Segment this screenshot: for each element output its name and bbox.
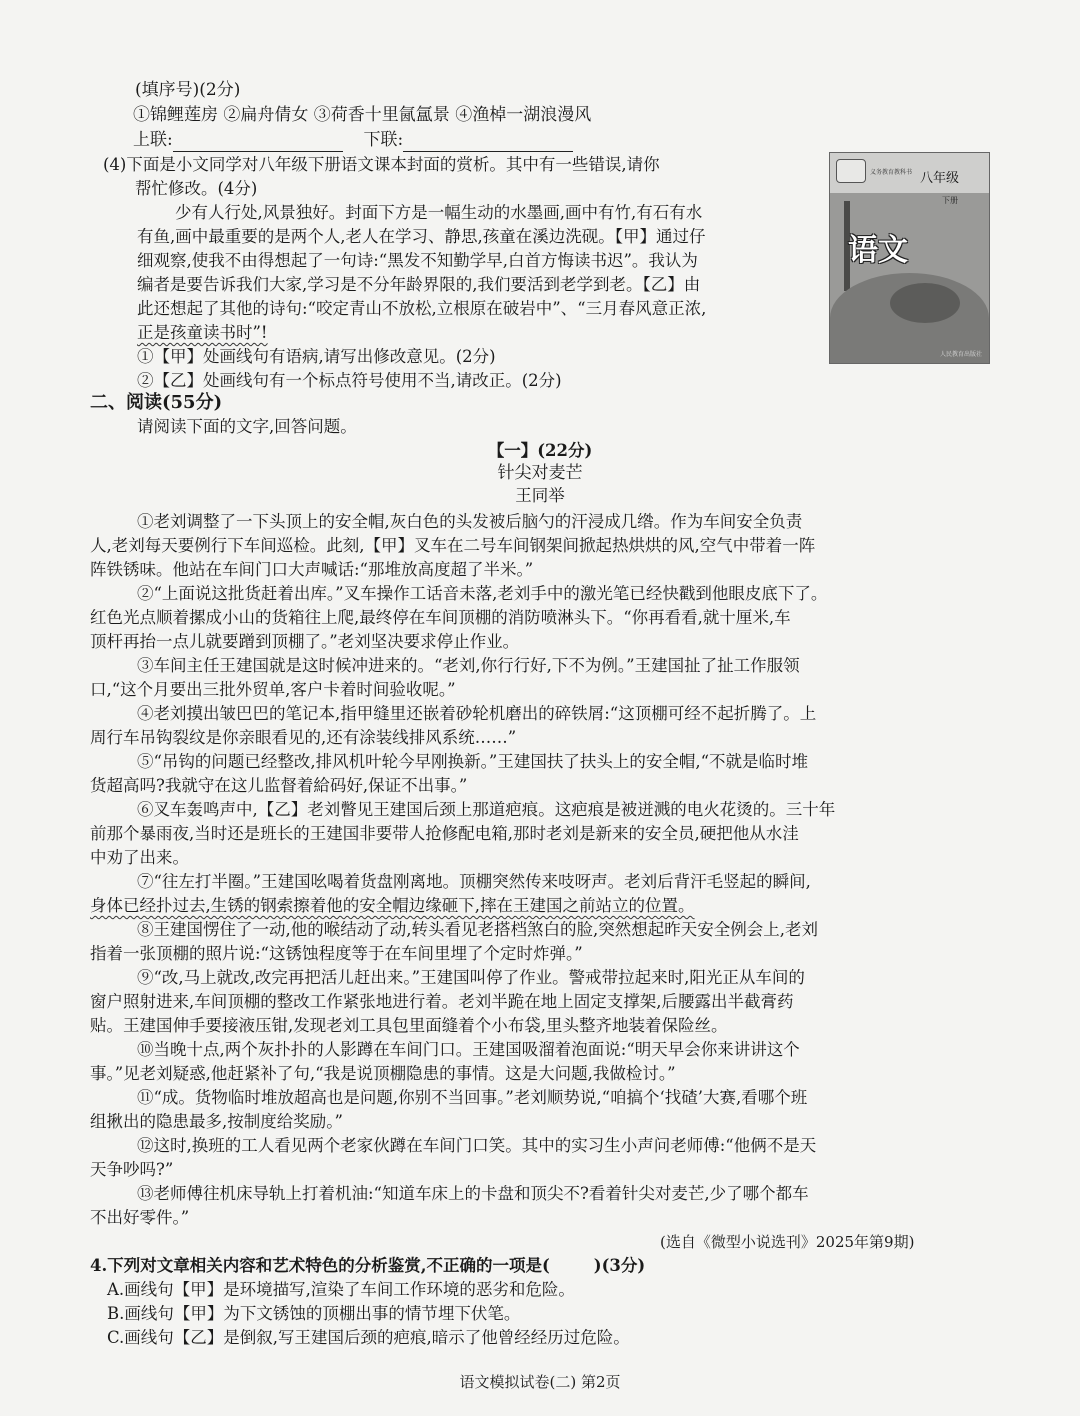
lower-label: 下联: <box>363 130 404 150</box>
article-line: 货超高吗?我就守在这儿监督着給码好,保证不出事。” <box>90 776 468 795</box>
q4-text-line: 少有人行处,风景独好。封面下方是一幅生动的水墨画,画中有竹,有石有水 <box>175 203 703 222</box>
q4-sub1: ①【甲】处画线句有语病,请写出修改意见。(2分) <box>137 347 496 366</box>
article-line: 阵铁锈味。他站在车间门口大声喊话:“那堆放高度超了半米。” <box>90 560 534 579</box>
article-line: 天争吵吗?” <box>90 1160 174 1179</box>
cover-rock <box>890 283 960 323</box>
q4-sub2: ②【乙】处画线句有一个标点符号使用不当,请改正。(2分) <box>137 371 562 390</box>
article-line: ①老刘调整了一下头顶上的安全帽,灰白色的头发被后脑勺的汗浸成几绺。作为车间安全负责 <box>137 512 803 531</box>
article-line: ⑫这时,换班的工人看见两个老家伙蹲在车间门口笑。其中的实习生小声问老师傅:“他俩不是天 <box>137 1136 817 1155</box>
cover-stamp: 人民教育出版社 <box>940 351 983 358</box>
article-line: 人,老刘每天要例行下车间巡检。此刻,【甲】叉车在二号车间钢架间掀起热烘烘的风,空气中带着一阵 <box>90 536 816 555</box>
part-label: 【一】(22分) <box>487 441 593 460</box>
article-line: 指着一张顶棚的照片说:“这锈蚀程度等于在车间里埋了个定时炸弹。” <box>90 944 583 963</box>
article-line: 组揪出的隐患最多,按制度给奖励。” <box>90 1112 343 1131</box>
article-line: 中劝了出来。 <box>90 848 189 867</box>
article-line: ⑬老师傅往机床导轨上打着机油:“知道车床上的卡盘和顶尖不?看着针尖对麦芒,少了哪个都车 <box>137 1184 809 1203</box>
article-line: 红色光点顺着摞成小山的货箱往上爬,最终停在车间顶棚的消防喷淋头下。“你再看看,就十厘米,车 <box>90 608 791 627</box>
article-line: ②“上面说这批货赶着出库。”叉车操作工话音未落,老刘手中的激光笔已经快戳到他眼皮底下了。 <box>137 584 828 603</box>
article-line: 窗户照射进来,车间顶棚的整改工作紧张地进行着。老刘半跪在地上固定支撑架,后腰露出半截膏药 <box>90 992 794 1011</box>
article-source: (选自《微型小说选刊》2025年第9期) <box>660 1233 915 1251</box>
article-line: ⑤“吊钩的问题已经整改,排风机叶轮今早刚换新。”王建国扶了扶头上的安全帽,“不就是临时堆 <box>137 752 809 771</box>
option-c: C.画线句【乙】是倒叙,写王建国后颈的疤痕,暗示了他曾经经历过危险。 <box>107 1328 630 1347</box>
cover-volume: 下册 <box>942 196 958 205</box>
article-line: 事。”见老刘疑惑,他赶紧补了句,“我是说顶棚隐患的事情。这是大问题,我做检讨。” <box>90 1064 676 1083</box>
q4-text-line: 编者是要告诉我们大家,学习是不分年龄界限的,我们要活到老学到老。【乙】由 <box>137 275 701 294</box>
article-line: 周行车吊钩裂纹是你亲眼看见的,还有涂装线排风系统……” <box>90 728 517 747</box>
upper-label: 上联: <box>133 130 173 150</box>
article-line: 顶杆再抬一点儿就要蹭到顶棚了。”老刘坚决要求停止作业。 <box>90 632 520 651</box>
question4-text: 4.下列对文章相关内容和艺术特色的分析鉴赏,不正确的一项是( <box>90 1256 550 1275</box>
article-line: ⑩当晚十点,两个灰扑扑的人影蹲在车间门口。王建国吸溜着泡面说:“明天早会你来讲讲这个 <box>137 1040 800 1059</box>
article-line: 身体已经扑过去,生锈的钢索擦着他的安全帽边缘砸下,摔在王建国之前站立的位置。 <box>90 896 695 915</box>
question4-stem <box>90 1254 645 1278</box>
couplet-options: ①锦鲤莲房 ②扁舟倩女 ③荷香十里氤氲景 ④渔棹一湖浪漫风 <box>133 105 592 125</box>
article-line: 口,“这个月要出三批外贸单,客户卡着时间验收呢。” <box>90 680 456 699</box>
article-line: ⑧王建国愣住了一动,他的喉结动了动,转头看见老搭档煞白的脸,突然想起昨天安全例会上,老刘 <box>137 920 818 939</box>
article-line: 不出好零件。” <box>90 1208 190 1227</box>
article-line: ④老刘摸出皱巴巴的笔记本,指甲缝里还嵌着砂轮机磨出的碎铁屑:“这顶棚可经不起折腾了。上 <box>137 704 817 723</box>
option-b: B.画线句【甲】为下文锈蚀的顶棚出事的情节埋下伏笔。 <box>107 1304 521 1323</box>
section-heading: 二、阅读(55分) <box>90 392 223 413</box>
article-line: 前那个暴雨夜,当时还是班长的王建国非要带人抢修配电箱,那时老刘是新来的安全员,硬把他从水洼 <box>90 824 799 843</box>
q4-prompt-line1: (4)下面是小文同学对八年级下册语文课本封面的赏析。其中有一些错误,请你 <box>103 155 660 174</box>
section-instruction: 请阅读下面的文字,回答问题。 <box>137 417 357 436</box>
q4-prompt-line2: 帮忙修改。(4分) <box>135 179 258 198</box>
option-a: A.画线句【甲】是环境描写,渲染了车间工作环境的恶劣和危险。 <box>107 1280 575 1299</box>
cover-publisher: 义务教育教科书 <box>870 169 913 176</box>
article-title: 针尖对麦芒 <box>497 463 583 483</box>
q4-text-line: 此还想起了其他的诗句:“咬定青山不放松,立根原在破岩中”、“三月春风意正浓, <box>137 299 707 318</box>
upper-blank[interactable] <box>173 133 343 152</box>
publisher-logo-icon <box>836 159 866 183</box>
lower-blank[interactable] <box>403 133 573 152</box>
article-line: 贴。王建国伸手要接液压钳,发现老刘工具包里面缝着个小布袋,里头整齐地装着保险丝。 <box>90 1016 728 1035</box>
textbook-cover-image <box>829 152 990 364</box>
article-line: ⑪“成。货物临时堆放超高也是问题,你别不当回事。”老刘顺势说,“咱搞个‘找碴’大赛,看哪个班 <box>137 1088 808 1107</box>
q4-text-line: 细观察,使我不由得想起了一句诗:“黑发不知勤学早,白首方悔读书迟”。我认为 <box>137 251 698 270</box>
cover-grade: 八年级 <box>920 171 960 186</box>
article-line: ⑦“往左打半圈。”王建国吆喝着货盘刚离地。顶棚突然传来吱呀声。老刘后背汗毛竖起的瞬间, <box>137 872 811 891</box>
article-line: ⑥叉车轰鸣声中,【乙】老刘瞥见王建国后颈上那道疤痕。这疤痕是被迸溅的电火花烫的。三十年 <box>137 800 836 819</box>
article-line: ⑨“改,马上就改,改完再把活儿赶出来。”王建国叫停了作业。警戒带拉起来时,阳光正从车间的 <box>137 968 805 987</box>
cover-title: 语文 <box>848 233 908 268</box>
article-author: 王同举 <box>515 486 565 505</box>
question4-score: )(3分) <box>593 1256 646 1275</box>
article-line: ③车间主任王建国就是这时候冲进来的。“老刘,你行行好,下不为例。”王建国扯了扯工作服领 <box>137 656 800 675</box>
couplet-answer-line <box>133 128 573 152</box>
q4-text-line: 正是孩童读书时”! <box>137 323 268 342</box>
q4-text-line: 有鱼,画中最重要的是两个人,老人在学习、静思,孩童在溪边洗砚。【甲】通过仔 <box>137 227 706 246</box>
page-footer: 语文模拟试卷(二) 第2页 <box>459 1373 621 1391</box>
fill-note: (填序号)(2分) <box>135 80 241 100</box>
